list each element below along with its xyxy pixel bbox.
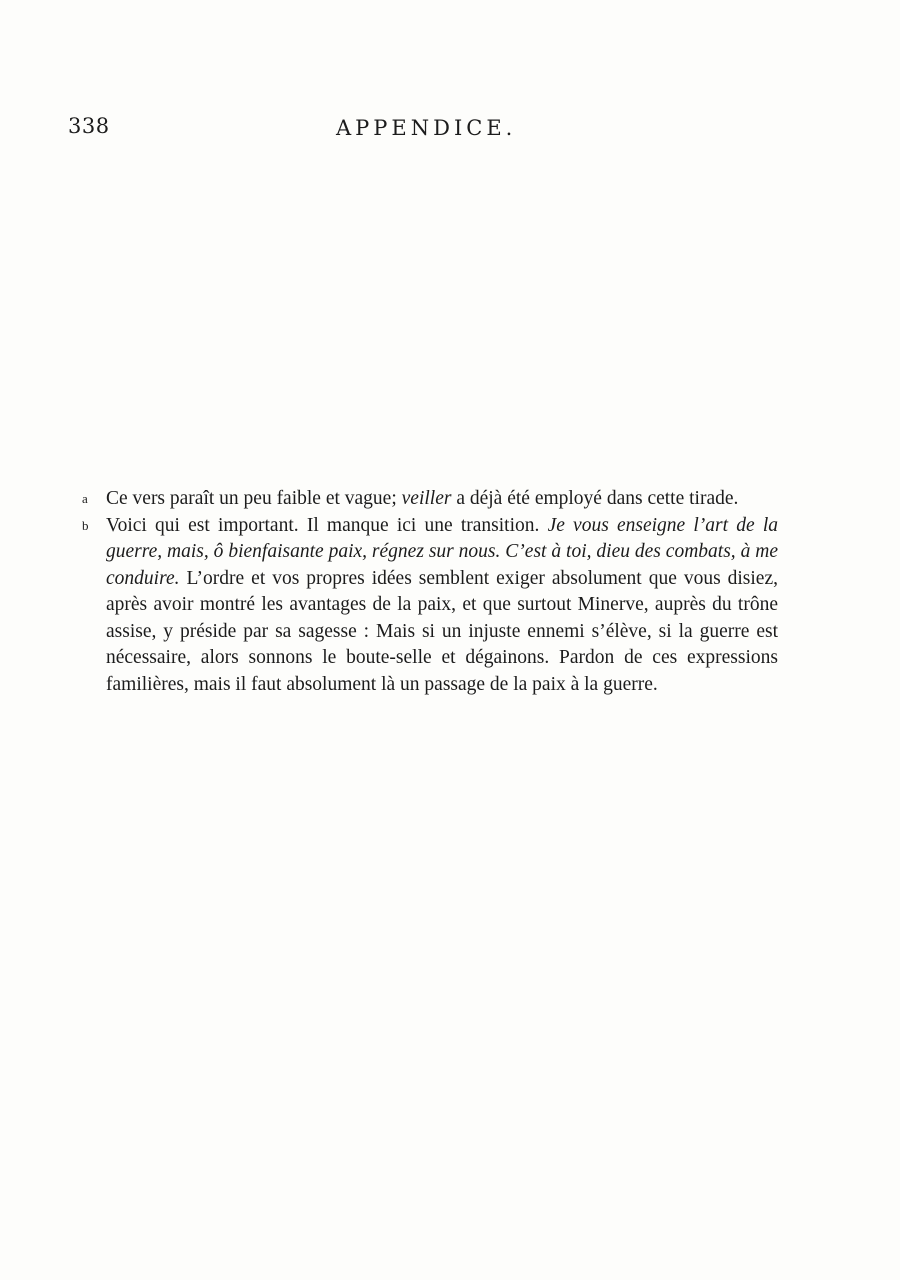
footnotes	[82, 486, 778, 698]
footnote-text	[106, 488, 738, 509]
footnote-segment: L’ordre et vos propres idées semblent exiger absolument que vous disiez, après avoir montré les avantages de la paix, et que surtout Minerve, auprès du trône assise, y préside par sa sagesse : Mais si un injuste ennemi s’élève, si la guerre est nécessaire, alors sonnons le boute-selle et dégainons. Pardon de ces expressions familières, mais il faut absolument là un passage de la paix à la guerre.	[106, 567, 778, 695]
footnote-marker: a	[82, 491, 88, 506]
footnote-b	[82, 513, 778, 699]
footnote-marker: b	[82, 517, 89, 533]
footnote-segment-italic: Je vous enseigne l’art de la guerre, mais, ô bienfaisante paix, régnez sur nous. C’est à toi, dieu des combats, à me conduire.	[106, 514, 778, 589]
page-number: 338	[68, 114, 110, 138]
footnote-segment: Ce vers paraît un peu faible et vague;	[106, 488, 402, 509]
footnote-text	[106, 515, 778, 695]
footnote-segment: a déjà été employé dans cette tirade.	[451, 488, 739, 509]
footnote-segment: Voici qui est important. Il manque ici une transition.	[106, 514, 548, 536]
footnote-a	[82, 486, 778, 513]
running-head: APPENDICE.	[336, 116, 517, 140]
footnote-segment-italic: veiller	[401, 488, 452, 509]
